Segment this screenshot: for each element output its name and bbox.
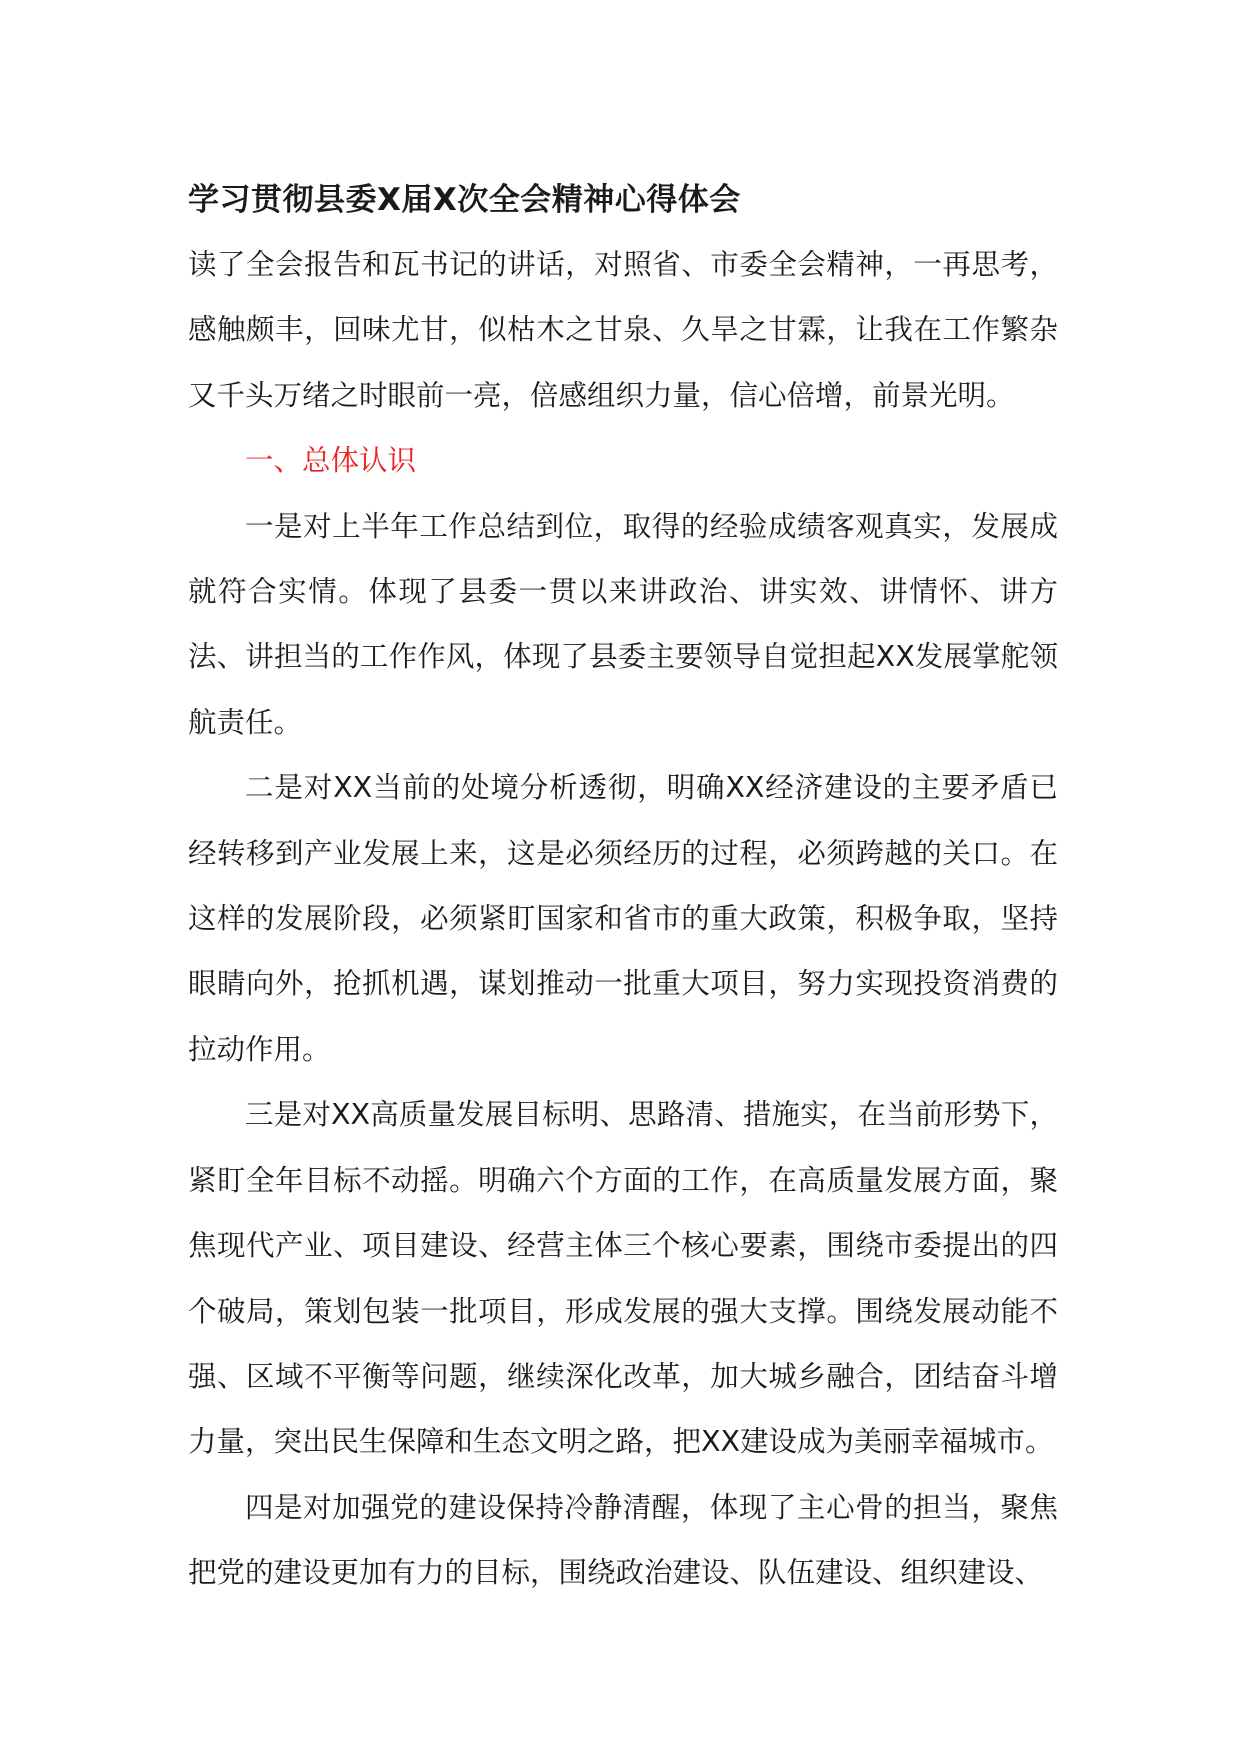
paragraph-1: 一是对上半年工作总结到位，取得的经验成绩客观真实，发展成就符合实情。体现了县委一贯以来讲政治、讲实效、讲情怀、讲方法、讲担当的工作作风，体现了县委主要领导自觉担起XX发展掌舵领航责任。 xyxy=(188,509,1058,739)
paragraph-4: 四是对加强党的建设保持冷静清醒，体现了主心骨的担当，聚焦把党的建设更加有力的目标，围绕政治建设、队伍建设、组织建设、 xyxy=(188,1490,1058,1590)
intro-paragraph: 读了全会报告和瓦书记的讲话，对照省、市委全会精神，一再思考，感触颇丰，回味尤甘，似枯木之甘泉、久旱之甘霖，让我在工作繁杂又千头万绪之时眼前一亮，倍感组织力量，信心倍增，前景光明。 xyxy=(188,248,1058,412)
document-body xyxy=(188,168,1058,1606)
section-heading: 一、总体认识 xyxy=(245,444,417,478)
paragraph-3: 三是对XX高质量发展目标明、思路清、措施实，在当前形势下，紧盯全年目标不动摇。明确六个方面的工作，在高质量发展方面，聚焦现代产业、项目建设、经营主体三个核心要素，围绕市委提出的四个破局，策划包装一批项目，形成发展的强大支撑。围绕发展动能不强、区域不平衡等问题，继续深化改革，加大城乡融合，团结奋斗增力量，突出民生保障和生态文明之路，把XX建设成为美丽幸福城市。 xyxy=(188,1098,1058,1459)
document-title: 学习贯彻县委X届X次全会精神心得体会 xyxy=(188,182,741,218)
paragraph-2: 二是对XX当前的处境分析透彻，明确XX经济建设的主要矛盾已经转移到产业发展上来，这是必须经历的过程，必须跨越的关口。在这样的发展阶段，必须紧盯国家和省市的重大政策，积极争取，坚持眼睛向外，抢抓机遇，谋划推动一批重大项目，努力实现投资消费的拉动作用。 xyxy=(188,771,1058,1066)
